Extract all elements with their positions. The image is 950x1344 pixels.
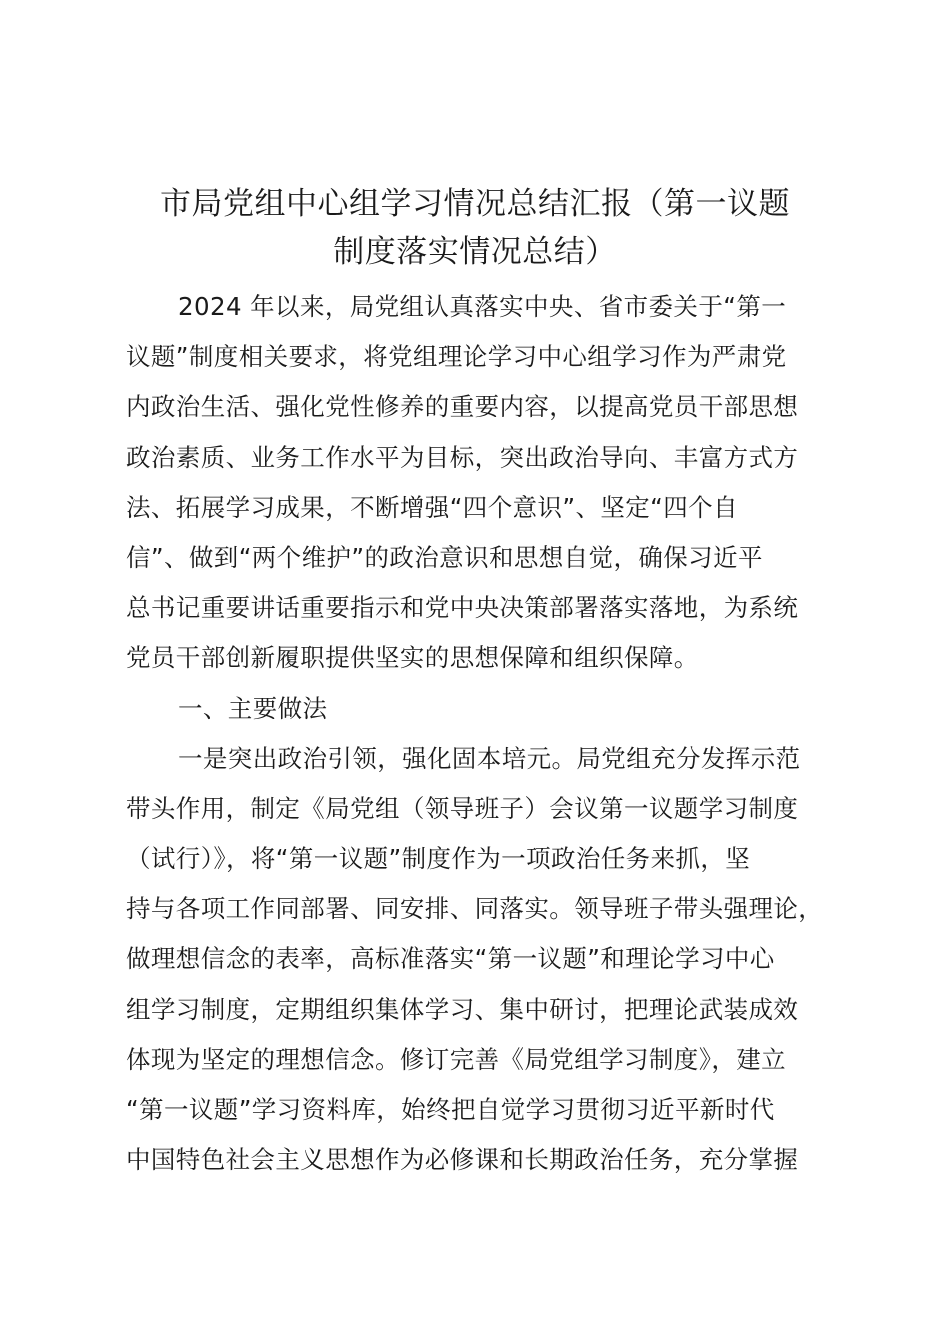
- paragraph-2-line: “第一议题”学习资料库，始终把自觉学习贯彻习近平新时代: [126, 1095, 775, 1124]
- paragraph-1-line: 法、拓展学习成果，不断增强“四个意识”、坚定“四个自: [126, 492, 738, 522]
- document-title-line-2: 制度落实情况总结）: [333, 234, 617, 270]
- paragraph-2-line: 持与各项工作同部署、同安排、同落实。领导班子带头强理论，: [126, 894, 824, 924]
- paragraph-2-line: （试行）》，将“第一议题”制度作为一项政治任务来抓，坚: [126, 844, 751, 874]
- section-heading: 一、主要做法: [178, 693, 328, 723]
- document-body: [126, 282, 832, 1185]
- paragraph-2-line: 组学习制度，定期组织集体学习、集中研讨，把理论武装成效: [126, 994, 799, 1024]
- paragraph-1-line: 2024 年以来，局党组认真落实中央、省市委关于“第一: [178, 292, 787, 321]
- paragraph-1-line: 议题”制度相关要求，将党组理论学习中心组学习作为严肃党: [126, 342, 787, 372]
- paragraph-1-line: 政治素质、业务工作水平为目标，突出政治导向、丰富方式方: [126, 442, 799, 472]
- paragraph-1-line: 信”、做到“两个维护”的政治意识和思想自觉，确保习近平: [126, 542, 763, 572]
- paragraph-1-line: 总书记重要讲话重要指示和党中央决策部署落实落地，为系统: [126, 593, 799, 623]
- paragraph-1-line: 党员干部创新履职提供坚实的思想保障和组织保障。: [126, 643, 699, 673]
- paragraph-2-line: 做理想信念的表率，高标准落实“第一议题”和理论学习中心: [126, 944, 775, 974]
- paragraph-2-line: 中国特色社会主义思想作为必修课和长期政治任务，充分掌握: [126, 1145, 799, 1175]
- document-title-line-1: 市局党组中心组学习情况总结汇报（第一议题: [160, 186, 790, 222]
- paragraph-2-line: 带头作用，制定《局党组（领导班子）会议第一议题学习制度: [126, 793, 799, 823]
- paragraph-2-line: 一是突出政治引领，强化固本培元。局党组充分发挥示范: [178, 743, 801, 773]
- paragraph-2-line: 体现为坚定的理想信念。修订完善《局党组学习制度》，建立: [126, 1044, 787, 1074]
- paragraph-1-line: 内政治生活、强化党性修养的重要内容，以提高党员干部思想: [126, 392, 799, 422]
